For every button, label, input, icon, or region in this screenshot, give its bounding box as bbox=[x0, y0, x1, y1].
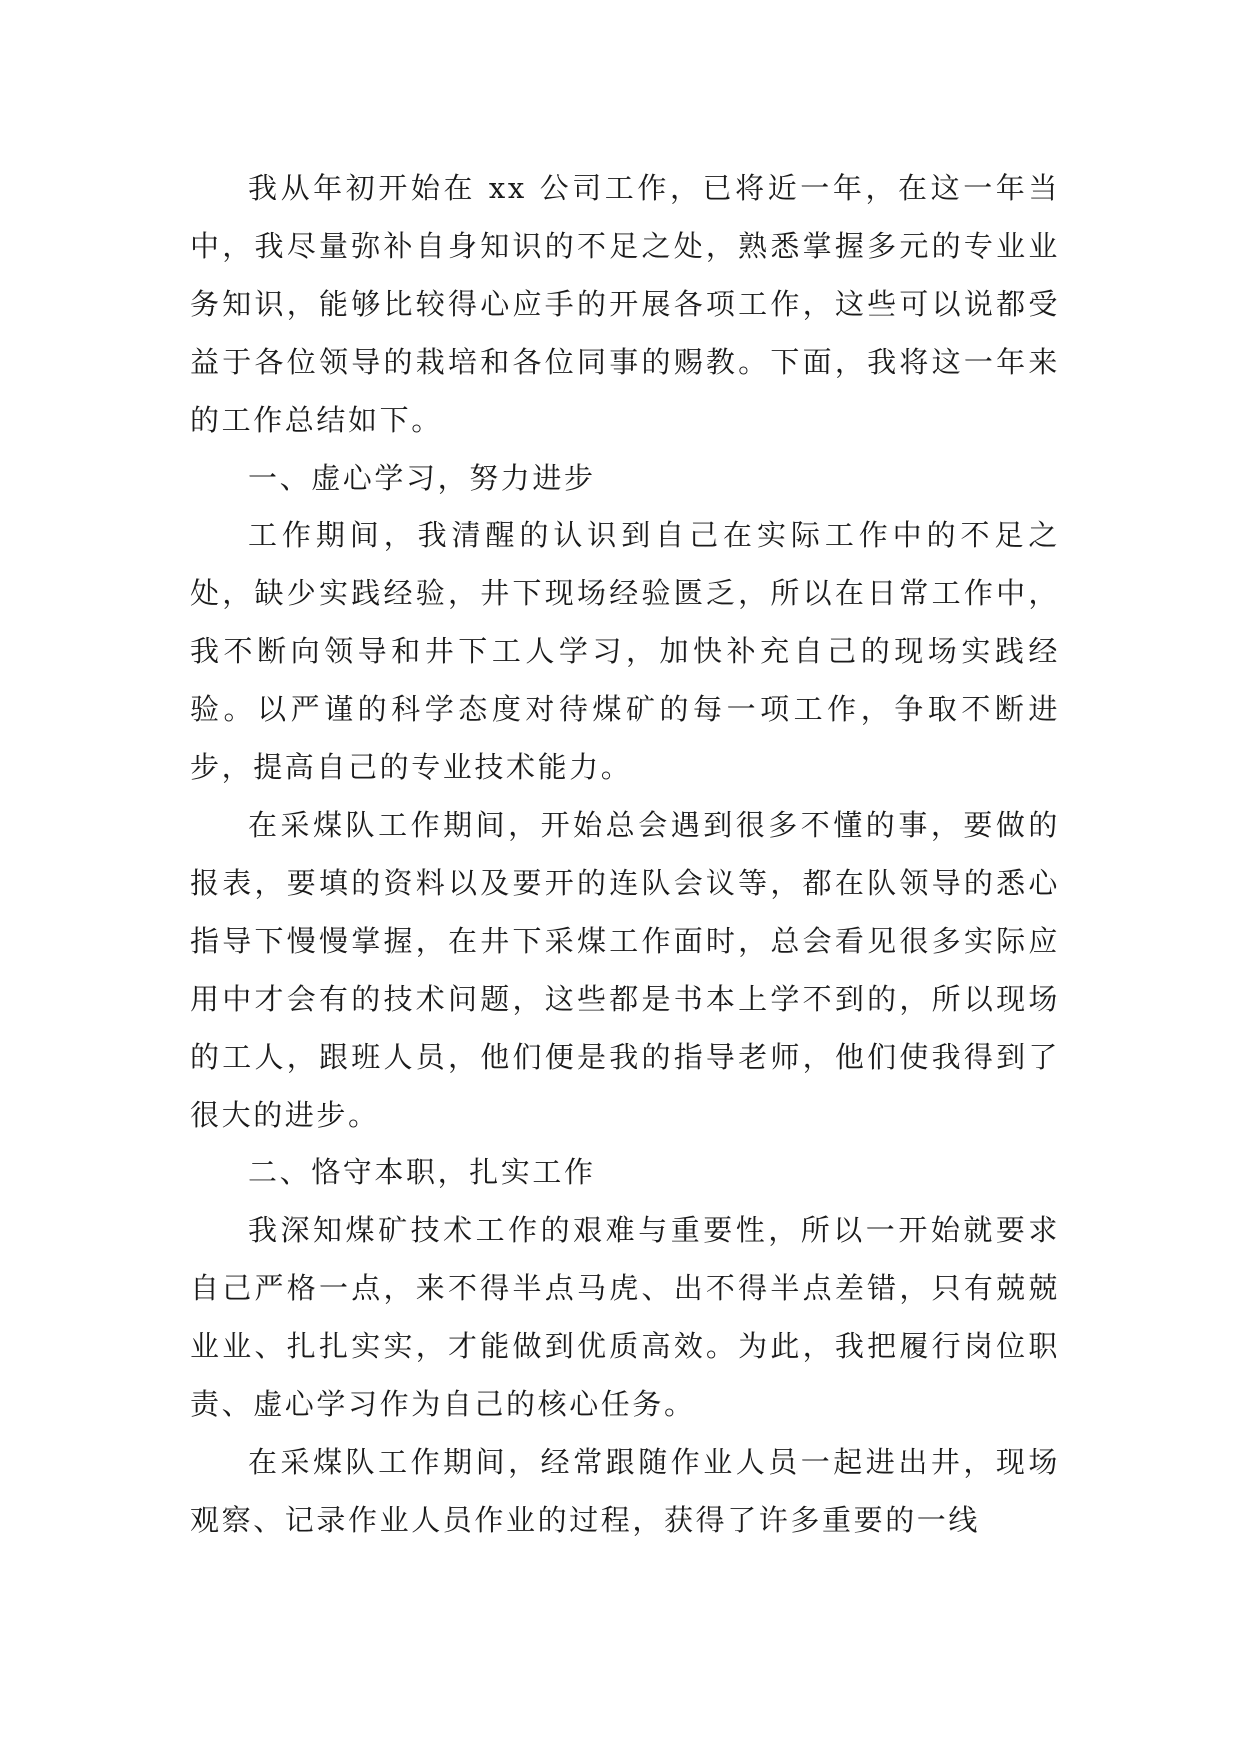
section-heading-1: 一、虚心学习，努力进步 bbox=[248, 460, 596, 495]
document-body bbox=[190, 160, 1060, 1550]
paragraph-duty: 我深知煤矿技术工作的艰难与重要性，所以一开始就要求自己严格一点，来不得半点马虎、出不得半点差错，只有兢兢业业、扎扎实实，才能做到优质高效。为此，我把履行岗位职责、虚心学习作为自己的核心任务。 bbox=[190, 1213, 1060, 1422]
paragraph-learning: 工作期间，我清醒的认识到自己在实际工作中的不足之处，缺少实践经验，井下现场经验匮乏，所以在日常工作中，我不断向领导和井下工人学习，加快补充自己的现场实践经验。以严谨的科学态度对待煤矿的每一项工作，争取不断进步，提高自己的专业技术能力。 bbox=[190, 518, 1060, 785]
section-heading-2: 二、恪守本职，扎实工作 bbox=[248, 1155, 596, 1190]
paragraph-coal-team-progress: 在采煤队工作期间，开始总会遇到很多不懂的事，要做的报表，要填的资料以及要开的连队会议等，都在队领导的悉心指导下慢慢掌握，在井下采煤工作面时，总会看见很多实际应用中才会有的技术问题，这些都是书本上学不到的，所以现场的工人，跟班人员，他们便是我的指导老师，他们使我得到了很大的进步。 bbox=[190, 807, 1060, 1132]
paragraph-intro: 我从年初开始在 xx 公司工作，已将近一年，在这一年当中，我尽量弥补自身知识的不足之处，熟悉掌握多元的专业业务知识，能够比较得心应手的开展各项工作，这些可以说都受益于各位领导的栽培和各位同事的赐教。下面，我将这一年来的工作总结如下。 bbox=[190, 171, 1060, 437]
paragraph-field-work: 在采煤队工作期间，经常跟随作业人员一起进出井，现场观察、记录作业人员作业的过程，获得了许多重要的一线 bbox=[190, 1444, 1060, 1537]
